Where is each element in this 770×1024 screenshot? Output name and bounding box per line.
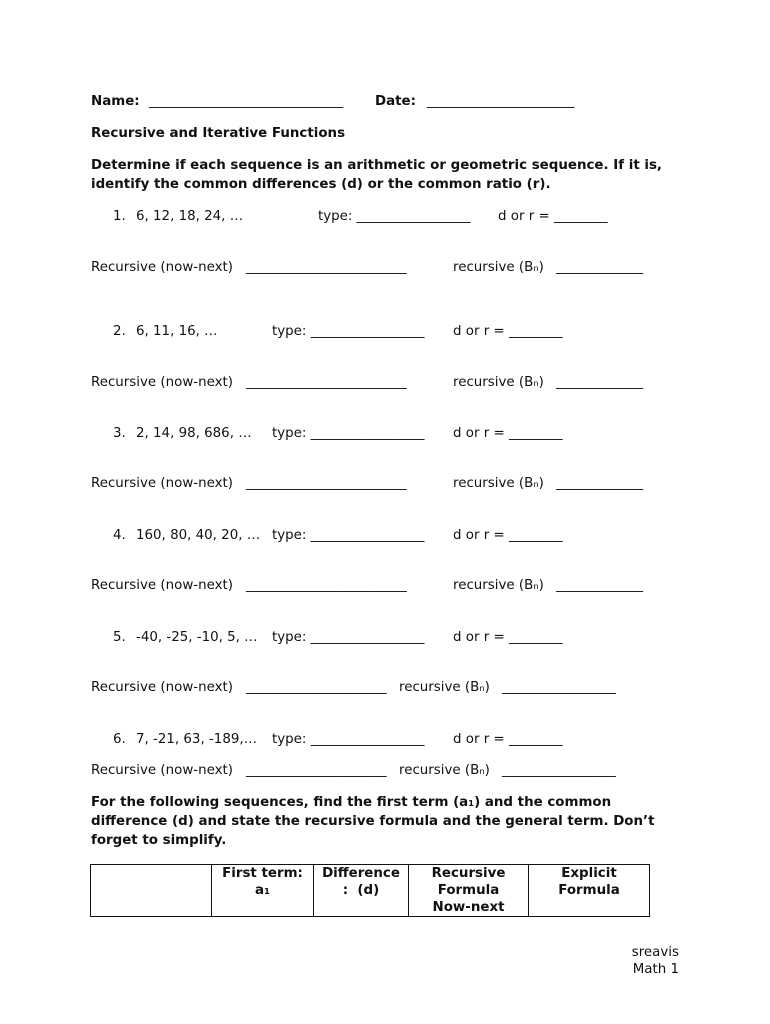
problem-6-bn-blank[interactable]: _________________ xyxy=(502,763,616,778)
problem-1-bn-label: recursive (Bₙ) xyxy=(453,260,544,275)
problem-2-number: 2. xyxy=(113,324,126,339)
date-blank[interactable]: ______________________ xyxy=(427,94,575,109)
problem-3-number: 3. xyxy=(113,426,126,441)
problem-5-sequence: -40, -25, -10, 5, … xyxy=(136,630,258,645)
table-header-first-term: First term: a₁ xyxy=(212,865,314,917)
problem-1-bn-blank[interactable]: _____________ xyxy=(556,260,644,275)
problem-4-sequence: 160, 80, 40, 20, … xyxy=(136,528,261,543)
footer-course: Math 1 xyxy=(632,962,679,977)
page-title: Recursive and Iterative Functions xyxy=(91,126,346,141)
problem-4-number: 4. xyxy=(113,528,126,543)
problem-4-recursive-blank[interactable]: ________________________ xyxy=(246,578,407,593)
problem-6-bn-label: recursive (Bₙ) xyxy=(399,763,490,778)
problem-5-ratio[interactable]: d or r = ________ xyxy=(453,630,563,645)
problem-3-recursive-blank[interactable]: ________________________ xyxy=(246,476,407,491)
problem-5-recursive-label: Recursive (now-next) xyxy=(91,680,233,695)
problem-4-bn-label: recursive (Bₙ) xyxy=(453,578,544,593)
table-header-explicit-formula: Explicit Formula xyxy=(529,865,650,917)
problem-3-type[interactable]: type: _________________ xyxy=(272,426,425,441)
problem-5-recursive-blank[interactable]: _____________________ xyxy=(246,680,387,695)
table-header-blank xyxy=(91,865,212,917)
problem-6-number: 6. xyxy=(113,732,126,747)
problem-2-recursive-blank[interactable]: ________________________ xyxy=(246,375,407,390)
instructions: Determine if each sequence is an arithmetic or geometric sequence. If it is, identify the common differences (d) or the common ratio (r). xyxy=(91,158,663,192)
problem-1-ratio[interactable]: d or r = ________ xyxy=(498,209,608,224)
footer-author: sreavis xyxy=(631,945,679,960)
problem-3-bn-blank[interactable]: _____________ xyxy=(556,476,644,491)
problem-6-recursive-blank[interactable]: _____________________ xyxy=(246,763,387,778)
problem-2-sequence: 6, 11, 16, … xyxy=(136,324,218,339)
problem-1-recursive-blank[interactable]: ________________________ xyxy=(246,260,407,275)
problem-3-sequence: 2, 14, 98, 686, … xyxy=(136,426,252,441)
problem-6-sequence: 7, -21, 63, -189,… xyxy=(136,732,258,747)
problem-5-type[interactable]: type: _________________ xyxy=(272,630,425,645)
problem-1-type[interactable]: type: _________________ xyxy=(318,209,471,224)
problem-2-ratio[interactable]: d or r = ________ xyxy=(453,324,563,339)
problem-2-bn-blank[interactable]: _____________ xyxy=(556,375,644,390)
problem-3-bn-label: recursive (Bₙ) xyxy=(453,476,544,491)
problem-4-recursive-label: Recursive (now-next) xyxy=(91,578,233,593)
problem-5-bn-label: recursive (Bₙ) xyxy=(399,680,490,695)
section-2-instructions: For the following sequences, find the first term (a₁) and the common difference (d) and state the recursive formula and the general term. Don’t forget to simplify. xyxy=(91,795,655,848)
formula-table xyxy=(90,864,650,917)
problem-4-type[interactable]: type: _________________ xyxy=(272,528,425,543)
problem-4-ratio[interactable]: d or r = ________ xyxy=(453,528,563,543)
problem-4-bn-blank[interactable]: _____________ xyxy=(556,578,644,593)
problem-2-type[interactable]: type: _________________ xyxy=(272,324,425,339)
problem-1-number: 1. xyxy=(113,209,126,224)
problem-6-recursive-label: Recursive (now-next) xyxy=(91,763,233,778)
table-header-difference: Difference : (d) xyxy=(314,865,409,917)
problem-6-type[interactable]: type: _________________ xyxy=(272,732,425,747)
date-label: Date: xyxy=(375,94,416,109)
name-blank[interactable]: _____________________________ xyxy=(149,94,344,109)
problem-5-bn-blank[interactable]: _________________ xyxy=(502,680,616,695)
name-label: Name: xyxy=(91,94,140,109)
problem-3-recursive-label: Recursive (now-next) xyxy=(91,476,233,491)
problem-3-ratio[interactable]: d or r = ________ xyxy=(453,426,563,441)
problem-1-sequence: 6, 12, 18, 24, … xyxy=(136,209,244,224)
table-header-recursive-formula: Recursive Formula Now-next xyxy=(409,865,529,917)
problem-1-recursive-label: Recursive (now-next) xyxy=(91,260,233,275)
problem-6-ratio[interactable]: d or r = ________ xyxy=(453,732,563,747)
problem-2-bn-label: recursive (Bₙ) xyxy=(453,375,544,390)
problem-2-recursive-label: Recursive (now-next) xyxy=(91,375,233,390)
table-header-row xyxy=(91,865,650,917)
problem-5-number: 5. xyxy=(113,630,126,645)
